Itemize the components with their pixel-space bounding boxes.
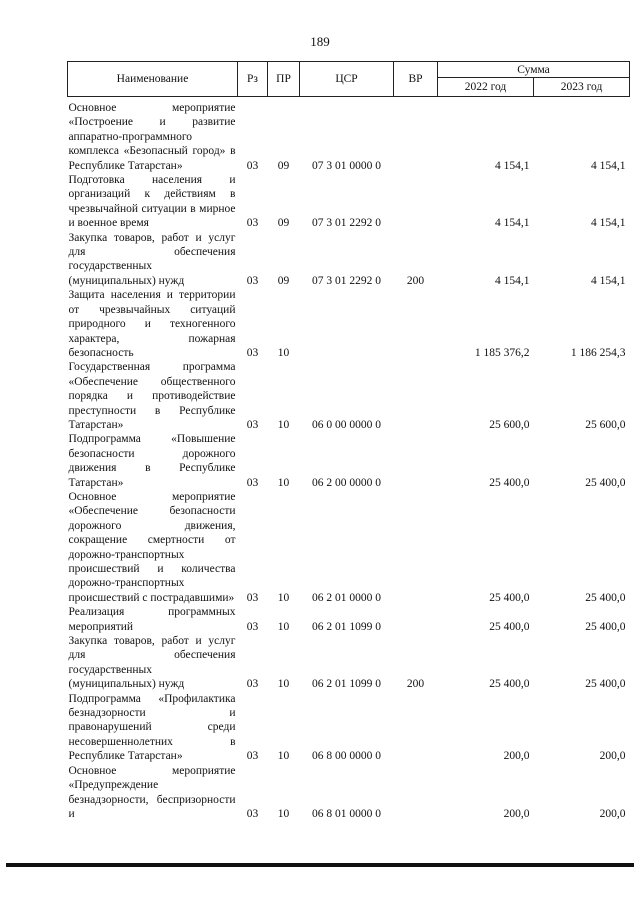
header-vr: ВР — [394, 62, 438, 97]
row-vr — [394, 764, 438, 822]
row-rz: 03 — [246, 346, 259, 359]
header-rz: Рз — [238, 62, 268, 97]
row-vr — [394, 432, 438, 490]
row-name: Подпрограмма «Профилактика безнадзорности и правонарушений среди несовершеннолетних в Республике Татарстан» — [68, 692, 236, 763]
row-sum-2022: 4 154,1 — [495, 217, 530, 230]
row-sum-2022: 4 154,1 — [495, 274, 530, 287]
row-sum-2022: 200,0 — [503, 807, 530, 820]
row-csr: 06 2 00 0000 0 — [312, 476, 381, 489]
row-pr: 10 — [277, 620, 290, 633]
row-name: Закупка товаров, работ и услуг для обеспечения государственных (муниципальных) нужд — [68, 231, 236, 287]
row-pr: 09 — [277, 217, 290, 230]
row-csr: 07 3 01 2292 0 — [312, 217, 381, 230]
row-sum-2022: 25 400,0 — [489, 620, 530, 633]
row-csr: 07 3 01 2292 0 — [312, 274, 381, 287]
row-sum-2023: 4 154,1 — [591, 217, 626, 230]
row-pr: 09 — [277, 274, 290, 287]
row-csr — [300, 288, 394, 360]
row-sum-2022: 25 400,0 — [489, 476, 530, 489]
table-row — [68, 173, 630, 231]
row-rz: 03 — [246, 476, 259, 489]
row-rz: 03 — [246, 678, 259, 691]
row-pr: 09 — [277, 159, 290, 172]
row-vr — [394, 173, 438, 231]
row-rz: 03 — [246, 620, 259, 633]
row-sum-2023: 25 400,0 — [585, 591, 626, 604]
page-number: 189 — [310, 34, 330, 49]
row-sum-2022: 25 400,0 — [489, 591, 530, 604]
row-vr — [394, 360, 438, 432]
table-row — [68, 432, 630, 490]
row-sum-2023: 4 154,1 — [591, 274, 626, 287]
row-name: Защита населения и территории от чрезвычайных ситуаций природного и техногенного характера, пожарная безопасность — [68, 289, 236, 359]
row-vr — [394, 490, 438, 605]
table-row — [68, 101, 630, 173]
header-csr: ЦСР — [300, 62, 394, 97]
row-pr: 10 — [277, 678, 290, 691]
row-vr — [394, 101, 438, 173]
row-sum-2023: 25 400,0 — [585, 678, 626, 691]
row-pr: 10 — [277, 346, 290, 359]
row-csr: 07 3 01 0000 0 — [312, 159, 381, 172]
row-pr: 10 — [277, 750, 290, 763]
row-csr: 06 0 00 0000 0 — [312, 418, 381, 431]
row-rz: 03 — [246, 159, 259, 172]
row-csr: 06 2 01 0000 0 — [312, 591, 381, 604]
header-sum: Сумма — [438, 62, 630, 78]
row-csr: 06 8 01 0000 0 — [312, 807, 381, 820]
header-year-2023: 2023 год — [534, 78, 630, 97]
row-vr: 200 — [406, 678, 425, 691]
row-pr: 10 — [277, 418, 290, 431]
header-pr: ПР — [268, 62, 300, 97]
row-pr: 10 — [277, 476, 290, 489]
row-sum-2023: 4 154,1 — [591, 159, 626, 172]
row-pr: 10 — [277, 591, 290, 604]
row-sum-2022: 200,0 — [503, 750, 530, 763]
row-name: Реализация программных мероприятий — [68, 606, 236, 633]
row-csr: 06 8 00 0000 0 — [312, 750, 381, 763]
row-sum-2023: 25 400,0 — [585, 620, 626, 633]
row-sum-2022: 25 400,0 — [489, 678, 530, 691]
table-row — [68, 231, 630, 289]
scan-edge-bar — [6, 863, 634, 867]
header-year-2022: 2022 год — [438, 78, 534, 97]
row-rz: 03 — [246, 217, 259, 230]
row-sum-2023: 25 400,0 — [585, 476, 626, 489]
row-sum-2022: 25 600,0 — [489, 418, 530, 431]
row-csr: 06 2 01 1099 0 — [312, 620, 381, 633]
row-vr: 200 — [406, 274, 425, 287]
row-sum-2023: 1 186 254,3 — [570, 346, 626, 359]
table-row — [68, 634, 630, 692]
table-row — [68, 764, 630, 822]
table-row — [68, 490, 630, 605]
row-sum-2023: 200,0 — [599, 807, 626, 820]
header-name: Наименование — [68, 62, 238, 97]
row-sum-2023: 25 600,0 — [585, 418, 626, 431]
row-sum-2022: 4 154,1 — [495, 159, 530, 172]
row-rz: 03 — [246, 750, 259, 763]
table-row — [68, 605, 630, 634]
row-name: Основное мероприятие «Предупреждение безнадзорности, беспризорности и — [68, 764, 236, 820]
table-row — [68, 692, 630, 764]
row-sum-2022: 1 185 376,2 — [474, 346, 530, 359]
budget-table — [67, 61, 630, 821]
row-name: Государственная программа «Обеспечение общественного порядка и противодействие преступности в Республике Татарстан» — [68, 361, 236, 431]
row-sum-2023: 200,0 — [599, 750, 626, 763]
row-csr: 06 2 01 1099 0 — [312, 678, 381, 691]
table-row — [68, 288, 630, 360]
row-vr — [394, 288, 438, 360]
row-rz: 03 — [246, 274, 259, 287]
row-rz: 03 — [246, 591, 259, 604]
row-vr — [394, 692, 438, 764]
table-row — [68, 360, 630, 432]
row-rz: 03 — [246, 418, 259, 431]
row-rz: 03 — [246, 807, 259, 820]
row-name: Закупка товаров, работ и услуг для обеспечения государственных (муниципальных) нужд — [68, 635, 236, 691]
row-name: Подготовка населения и организаций к действиям в чрезвычайной ситуации в мирное и военное время — [68, 174, 236, 230]
row-vr — [394, 605, 438, 634]
row-name: Основное мероприятие «Построение и развитие аппаратно-программного комплекса «Безопасный город» в Республике Татарстан» — [68, 102, 236, 172]
row-name: Основное мероприятие «Обеспечение безопасности дорожного движения, сокращение смертности от дорожно-транспортных происшествий и количества дорожно-транспортных происшествий с пострадавшими» — [68, 490, 236, 604]
row-name: Подпрограмма «Повышение безопасности дорожного движения в Республике Татарстан» — [68, 433, 236, 489]
row-pr: 10 — [277, 807, 290, 820]
